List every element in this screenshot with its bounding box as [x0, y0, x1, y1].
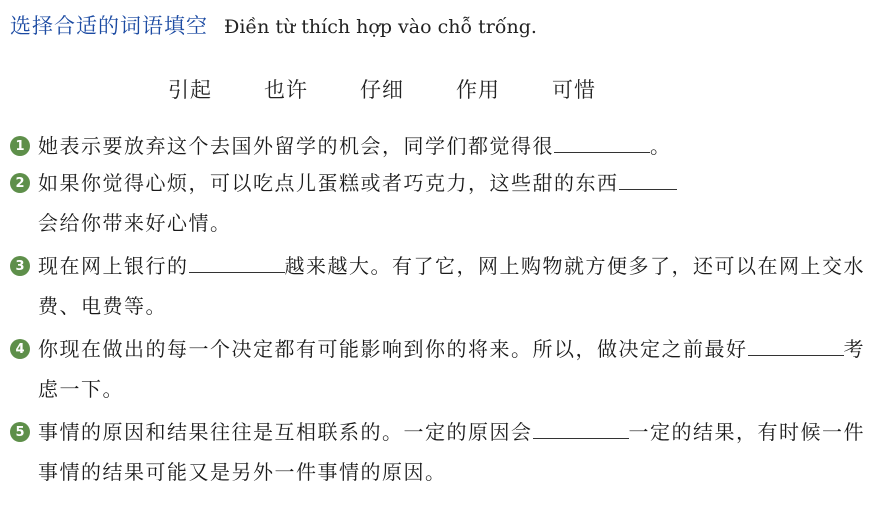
exercise-item-1: [10, 132, 880, 160]
word-bank-item: 可惜: [552, 78, 596, 102]
answer-blank[interactable]: [554, 132, 650, 153]
item-text: [38, 246, 880, 326]
exercise-item-3: [10, 252, 880, 326]
item-text-part: 现在网上银行的: [38, 254, 189, 278]
exercise-title-vietnamese: Điền từ thích hợp vào chỗ trống.: [224, 16, 537, 38]
answer-blank[interactable]: [619, 169, 677, 190]
item-number-badge: 5: [10, 422, 30, 442]
item-text: [38, 412, 880, 492]
item-text-part: 事情的原因和结果往往是互相联系的。一定的原因会: [38, 420, 533, 444]
item-number-badge: 2: [10, 173, 30, 193]
answer-blank[interactable]: [748, 335, 844, 356]
item-text-part: 越来越大。有了它，网上购物就方便多了，还可以在网上交水费、电费等。: [38, 254, 865, 318]
item-text-part: 如果你觉得心烦，可以吃点儿蛋糕或者巧克力，这些甜的东西: [38, 171, 619, 195]
word-bank-item: 仔细: [360, 78, 404, 102]
item-text-part: 你现在做出的每一个决定都有可能影响到你的将来。所以，做决定之前最好: [38, 337, 748, 361]
exercise-item-2: [10, 169, 880, 243]
answer-blank[interactable]: [533, 418, 629, 439]
exercise-header: [10, 10, 537, 40]
item-text-part: 。: [650, 134, 672, 158]
item-text-part: 会给你带来好心情。: [38, 211, 232, 235]
word-bank: [168, 74, 596, 104]
word-bank-item: 也许: [264, 78, 308, 102]
item-text: [38, 329, 880, 409]
item-text: [38, 132, 672, 160]
exercise-items: [10, 132, 880, 501]
answer-blank[interactable]: [189, 252, 285, 273]
item-text: [38, 163, 677, 243]
item-text-part: 一定的结果，有时候一件事情的结果可能又是另外一件事情的原因。: [38, 420, 865, 484]
exercise-title-chinese: 选择合适的词语填空: [10, 14, 208, 38]
item-number-badge: 1: [10, 136, 30, 156]
word-bank-item: 作用: [456, 78, 500, 102]
item-text-part: 考虑一下。: [38, 337, 865, 401]
item-text-part: 她表示要放弃这个去国外留学的机会，同学们都觉得很: [38, 134, 554, 158]
exercise-item-4: [10, 335, 880, 409]
item-number-badge: 3: [10, 256, 30, 276]
exercise-item-5: [10, 418, 880, 492]
word-bank-item: 引起: [168, 78, 212, 102]
item-number-badge: 4: [10, 339, 30, 359]
